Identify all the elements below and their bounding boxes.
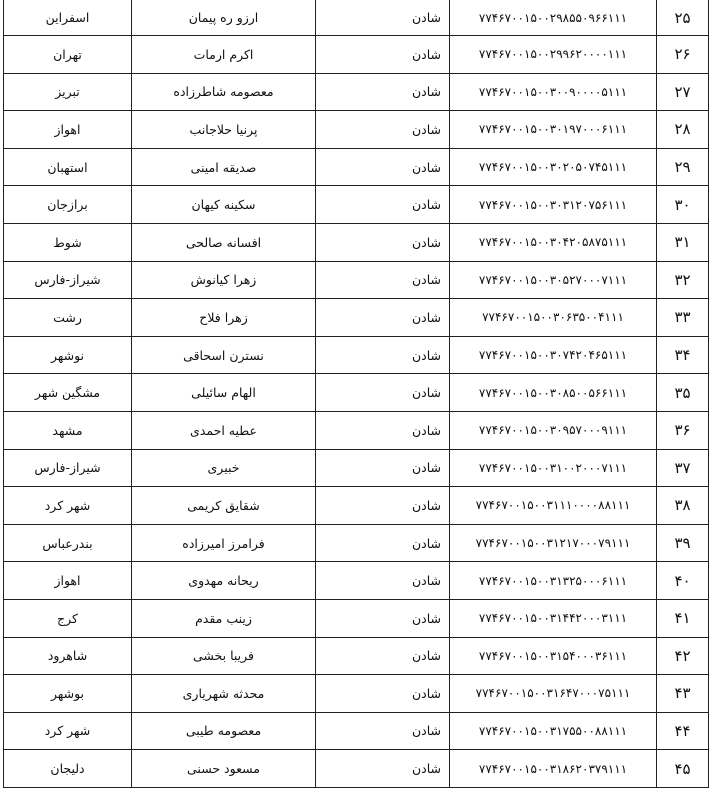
recipient-name-cell: الهام سائیلی: [132, 374, 316, 412]
row-number-cell: ۴۱: [657, 599, 709, 637]
destination-cell: شادن: [316, 374, 450, 412]
row-number-cell: ۴۳: [657, 675, 709, 713]
tracking-code-cell: ۷۷۴۶۷۰۰۱۵۰۰۳۰۶۳۵۰۰۴۱۱۱: [450, 299, 657, 337]
tracking-code-cell: ۷۷۴۶۷۰۰۱۵۰۰۳۱۶۴۷۰۰۰۷۵۱۱۱: [450, 675, 657, 713]
row-number-cell: ۳۷: [657, 449, 709, 487]
destination-cell: شادن: [316, 186, 450, 224]
tracking-code-cell: ۷۷۴۶۷۰۰۱۵۰۰۲۹۸۵۵۰۹۶۶۱۱۱: [450, 0, 657, 36]
city-cell: شهر کرد: [4, 712, 132, 750]
row-number-cell: ۴۲: [657, 637, 709, 675]
table-row: [4, 336, 709, 374]
recipient-name-cell: فرامرز امیرزاده: [132, 524, 316, 562]
tracking-code-cell: ۷۷۴۶۷۰۰۱۵۰۰۳۰۰۹۰۰۰۰۵۱۱۱: [450, 73, 657, 111]
row-number-cell: ۲۷: [657, 73, 709, 111]
city-cell: شیراز-فارس: [4, 449, 132, 487]
destination-cell: شادن: [316, 487, 450, 525]
city-cell: مشهد: [4, 411, 132, 449]
destination-cell: شادن: [316, 712, 450, 750]
table-row: [4, 524, 709, 562]
recipient-name-cell: معصومه طیبی: [132, 712, 316, 750]
destination-cell: شادن: [316, 449, 450, 487]
table-body: [4, 0, 709, 787]
destination-cell: شادن: [316, 261, 450, 299]
tracking-code-cell: ۷۷۴۶۷۰۰۱۵۰۰۳۱۰۰۲۰۰۰۷۱۱۱: [450, 449, 657, 487]
city-cell: بندرعباس: [4, 524, 132, 562]
row-number-cell: ۳۴: [657, 336, 709, 374]
tracking-code-cell: ۷۷۴۶۷۰۰۱۵۰۰۳۱۵۴۰۰۰۳۶۱۱۱: [450, 637, 657, 675]
destination-cell: شادن: [316, 36, 450, 74]
row-number-cell: ۴۰: [657, 562, 709, 600]
table-row: [4, 261, 709, 299]
destination-cell: شادن: [316, 524, 450, 562]
city-cell: تبریز: [4, 73, 132, 111]
recipient-name-cell: مسعود حسنی: [132, 750, 316, 788]
recipient-name-cell: فریبا بخشی: [132, 637, 316, 675]
destination-cell: شادن: [316, 223, 450, 261]
row-number-cell: ۳۹: [657, 524, 709, 562]
tracking-code-cell: ۷۷۴۶۷۰۰۱۵۰۰۳۱۳۲۵۰۰۰۶۱۱۱: [450, 562, 657, 600]
recipient-name-cell: محدثه شهریاری: [132, 675, 316, 713]
city-cell: شوط: [4, 223, 132, 261]
row-number-cell: ۳۲: [657, 261, 709, 299]
row-number-cell: ۴۵: [657, 750, 709, 788]
city-cell: شیراز-فارس: [4, 261, 132, 299]
destination-cell: شادن: [316, 411, 450, 449]
destination-cell: شادن: [316, 111, 450, 149]
tracking-code-cell: ۷۷۴۶۷۰۰۱۵۰۰۳۰۴۲۰۵۸۷۵۱۱۱: [450, 223, 657, 261]
tracking-code-cell: ۷۷۴۶۷۰۰۱۵۰۰۲۹۹۶۲۰۰۰۰۱۱۱: [450, 36, 657, 74]
table-row: [4, 637, 709, 675]
city-cell: بوشهر: [4, 675, 132, 713]
table-row: [4, 449, 709, 487]
destination-cell: شادن: [316, 73, 450, 111]
city-cell: استهبان: [4, 148, 132, 186]
row-number-cell: ۲۶: [657, 36, 709, 74]
recipient-name-cell: صدیقه امینی: [132, 148, 316, 186]
table-row: [4, 36, 709, 74]
recipient-name-cell: عطیه احمدی: [132, 411, 316, 449]
recipient-name-cell: زهرا کیانوش: [132, 261, 316, 299]
city-cell: نوشهر: [4, 336, 132, 374]
destination-cell: شادن: [316, 750, 450, 788]
table-row: [4, 487, 709, 525]
destination-cell: شادن: [316, 336, 450, 374]
destination-cell: شادن: [316, 299, 450, 337]
table-row: [4, 599, 709, 637]
city-cell: برازجان: [4, 186, 132, 224]
recipient-name-cell: افسانه صالحی: [132, 223, 316, 261]
table-row: [4, 223, 709, 261]
tracking-code-cell: ۷۷۴۶۷۰۰۱۵۰۰۳۱۷۵۵۰۰۸۸۱۱۱: [450, 712, 657, 750]
recipient-name-cell: ریحانه مهدوی: [132, 562, 316, 600]
recipient-name-cell: معصومه شاطرزاده: [132, 73, 316, 111]
table-row: [4, 186, 709, 224]
row-number-cell: ۳۱: [657, 223, 709, 261]
table-row: [4, 712, 709, 750]
recipient-name-cell: سکینه کیهان: [132, 186, 316, 224]
tracking-code-cell: ۷۷۴۶۷۰۰۱۵۰۰۳۱۸۶۲۰۳۷۹۱۱۱: [450, 750, 657, 788]
city-cell: شاهرود: [4, 637, 132, 675]
row-number-cell: ۳۵: [657, 374, 709, 412]
row-number-cell: ۳۸: [657, 487, 709, 525]
recipient-name-cell: ارزو ره پیمان: [132, 0, 316, 36]
tracking-code-cell: ۷۷۴۶۷۰۰۱۵۰۰۳۰۵۲۷۰۰۰۷۱۱۱: [450, 261, 657, 299]
recipient-name-cell: زینب مقدم: [132, 599, 316, 637]
recipients-table: [3, 0, 709, 788]
city-cell: دلیجان: [4, 750, 132, 788]
city-cell: کرج: [4, 599, 132, 637]
tracking-code-cell: ۷۷۴۶۷۰۰۱۵۰۰۳۰۸۵۰۰۵۶۶۱۱۱: [450, 374, 657, 412]
table-row: [4, 562, 709, 600]
city-cell: مشگین شهر: [4, 374, 132, 412]
tracking-code-cell: ۷۷۴۶۷۰۰۱۵۰۰۳۰۳۱۲۰۷۵۶۱۱۱: [450, 186, 657, 224]
destination-cell: شادن: [316, 0, 450, 36]
destination-cell: شادن: [316, 637, 450, 675]
row-number-cell: ۲۹: [657, 148, 709, 186]
city-cell: اهواز: [4, 562, 132, 600]
tracking-code-cell: ۷۷۴۶۷۰۰۱۵۰۰۳۰۷۴۲۰۴۶۵۱۱۱: [450, 336, 657, 374]
city-cell: رشت: [4, 299, 132, 337]
row-number-cell: ۳۶: [657, 411, 709, 449]
recipient-name-cell: زهرا فلاح: [132, 299, 316, 337]
tracking-code-cell: ۷۷۴۶۷۰۰۱۵۰۰۳۰۲۰۵۰۷۴۵۱۱۱: [450, 148, 657, 186]
row-number-cell: ۳۰: [657, 186, 709, 224]
city-cell: اهواز: [4, 111, 132, 149]
destination-cell: شادن: [316, 562, 450, 600]
recipient-name-cell: اکرم ارمات: [132, 36, 316, 74]
table-row: [4, 374, 709, 412]
tracking-code-cell: ۷۷۴۶۷۰۰۱۵۰۰۳۱۲۱۷۰۰۰۷۹۱۱۱: [450, 524, 657, 562]
row-number-cell: ۲۵: [657, 0, 709, 36]
city-cell: اسفراین: [4, 0, 132, 36]
table-row: [4, 73, 709, 111]
city-cell: شهر کرد: [4, 487, 132, 525]
row-number-cell: ۲۸: [657, 111, 709, 149]
table-row: [4, 750, 709, 788]
tracking-code-cell: ۷۷۴۶۷۰۰۱۵۰۰۳۰۹۵۷۰۰۰۹۱۱۱: [450, 411, 657, 449]
table-row: [4, 299, 709, 337]
table-row: [4, 675, 709, 713]
recipient-name-cell: شقایق کریمی: [132, 487, 316, 525]
table-row: [4, 0, 709, 36]
document-page: [3, 0, 708, 800]
recipient-name-cell: نسترن اسحاقی: [132, 336, 316, 374]
tracking-code-cell: ۷۷۴۶۷۰۰۱۵۰۰۳۱۱۱۰۰۰۰۸۸۱۱۱: [450, 487, 657, 525]
table-row: [4, 148, 709, 186]
recipient-name-cell: پرنیا حلاجانب: [132, 111, 316, 149]
table-row: [4, 111, 709, 149]
recipient-name-cell: خبیری: [132, 449, 316, 487]
table-row: [4, 411, 709, 449]
destination-cell: شادن: [316, 675, 450, 713]
tracking-code-cell: ۷۷۴۶۷۰۰۱۵۰۰۳۰۱۹۷۰۰۰۶۱۱۱: [450, 111, 657, 149]
row-number-cell: ۳۳: [657, 299, 709, 337]
row-number-cell: ۴۴: [657, 712, 709, 750]
tracking-code-cell: ۷۷۴۶۷۰۰۱۵۰۰۳۱۴۴۲۰۰۰۳۱۱۱: [450, 599, 657, 637]
destination-cell: شادن: [316, 599, 450, 637]
destination-cell: شادن: [316, 148, 450, 186]
city-cell: تهران: [4, 36, 132, 74]
